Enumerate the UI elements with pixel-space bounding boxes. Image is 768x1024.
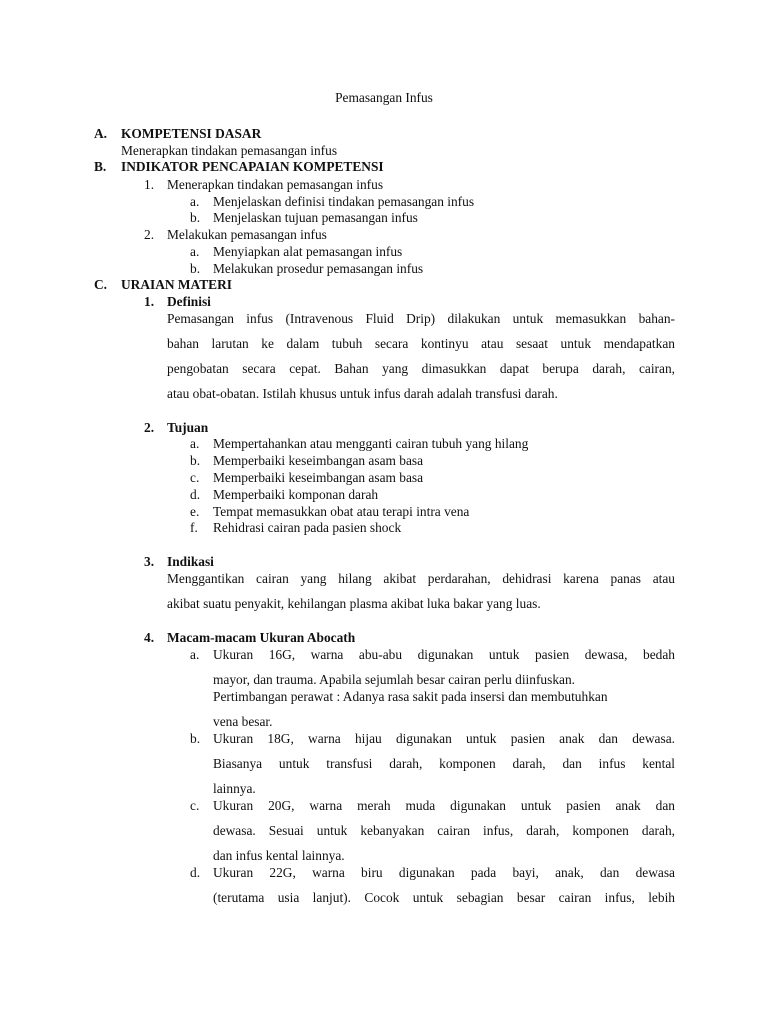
section-b-letter: B. (94, 159, 107, 174)
subsection-number: 2. (144, 420, 155, 435)
subsection-heading-definisi: Definisi (167, 294, 211, 309)
list-item-marker: a. (190, 244, 200, 259)
list-item-line: vena besar. (213, 714, 273, 729)
section-b-heading: INDIKATOR PENCAPAIAN KOMPETENSI (121, 159, 384, 174)
list-item-line: Pertimbangan perawat : Adanya rasa sakit pada insersi dan membutuhkan (213, 689, 608, 704)
list-item-line: Ukuran 22G, warna biru digunakan pada bayi, anak, dan dewasa (213, 865, 675, 880)
paragraph-line: pengobatan secara cepat. Bahan yang dimasukkan dapat berupa darah, cairan, (167, 361, 675, 376)
list-item-line: Ukuran 16G, warna abu-abu digunakan untuk pasien dewasa, bedah (213, 647, 675, 662)
document-title: Pemasangan Infus (335, 90, 433, 105)
section-a-heading: KOMPETENSI DASAR (121, 126, 262, 141)
list-item-marker: b. (190, 453, 201, 468)
list-item-marker: a. (190, 194, 200, 209)
list-item: Tempat memasukkan obat atau terapi intra vena (213, 504, 470, 519)
list-item-number: 2. (144, 227, 155, 242)
list-item: Memperbaiki keseimbangan asam basa (213, 470, 424, 485)
list-item-line: lainnya. (213, 781, 256, 796)
paragraph-line: bahan larutan ke dalam tubuh secara kontinyu atau sesaat untuk mendapatkan (167, 336, 675, 351)
list-item-marker: b. (190, 731, 201, 746)
list-item-marker: f. (190, 520, 198, 535)
section-a-body: Menerapkan tindakan pemasangan infus (121, 143, 338, 158)
list-item-marker: e. (190, 504, 200, 519)
subsection-heading-tujuan: Tujuan (167, 420, 209, 435)
subsection-number: 1. (144, 294, 155, 309)
list-item: Menerapkan tindakan pemasangan infus (167, 177, 384, 192)
section-a-letter: A. (94, 126, 108, 141)
subsection-number: 4. (144, 630, 155, 645)
list-item: Memperbaiki keseimbangan asam basa (213, 453, 424, 468)
list-item-marker: c. (190, 798, 200, 813)
paragraph-line: atau obat-obatan. Istilah khusus untuk infus darah adalah transfusi darah. (167, 386, 558, 401)
list-item-marker: b. (190, 261, 201, 276)
list-item-marker: a. (190, 647, 200, 662)
list-item-line: Ukuran 18G, warna hijau digunakan untuk pasien anak dan dewasa. (213, 731, 675, 746)
paragraph-line: Menggantikan cairan yang hilang akibat perdarahan, dehidrasi karena panas atau (167, 571, 675, 586)
list-item: Menyiapkan alat pemasangan infus (213, 244, 403, 259)
list-item-number: 1. (144, 177, 155, 192)
subsection-heading-ukuran: Macam-macam Ukuran Abocath (167, 630, 356, 645)
list-item: Melakukan prosedur pemasangan infus (213, 261, 424, 276)
list-item-marker: c. (190, 470, 200, 485)
list-item: Menjelaskan definisi tindakan pemasangan infus (213, 194, 475, 209)
list-item-line: dan infus kental lainnya. (213, 848, 345, 863)
paragraph-line: Pemasangan infus (Intravenous Fluid Drip) dilakukan untuk memasukkan bahan- (167, 311, 675, 326)
list-item: Melakukan pemasangan infus (167, 227, 327, 242)
section-c-heading: URAIAN MATERI (121, 277, 232, 292)
list-item-line: Ukuran 20G, warna merah muda digunakan untuk pasien anak dan (213, 798, 675, 813)
list-item-marker: b. (190, 210, 201, 225)
list-item-line: mayor, dan trauma. Apabila sejumlah besar cairan perlu diinfuskan. (213, 672, 576, 687)
list-item-line: (terutama usia lanjut). Cocok untuk sebagian besar cairan infus, lebih (213, 890, 675, 905)
list-item-marker: a. (190, 436, 200, 451)
list-item-line: dewasa. Sesuai untuk kebanyakan cairan infus, darah, komponen darah, (213, 823, 675, 838)
list-item-marker: d. (190, 487, 201, 502)
paragraph-line: akibat suatu penyakit, kehilangan plasma akibat luka bakar yang luas. (167, 596, 541, 611)
section-c-letter: C. (94, 277, 108, 292)
list-item: Menjelaskan tujuan pemasangan infus (213, 210, 418, 225)
subsection-number: 3. (144, 554, 155, 569)
list-item: Memperbaiki komponan darah (213, 487, 379, 502)
list-item: Rehidrasi cairan pada pasien shock (213, 520, 402, 535)
list-item-marker: d. (190, 865, 201, 880)
list-item: Mempertahankan atau mengganti cairan tubuh yang hilang (213, 436, 529, 451)
list-item-line: Biasanya untuk transfusi darah, komponen darah, dan infus kental (213, 756, 675, 771)
subsection-heading-indikasi: Indikasi (167, 554, 214, 569)
